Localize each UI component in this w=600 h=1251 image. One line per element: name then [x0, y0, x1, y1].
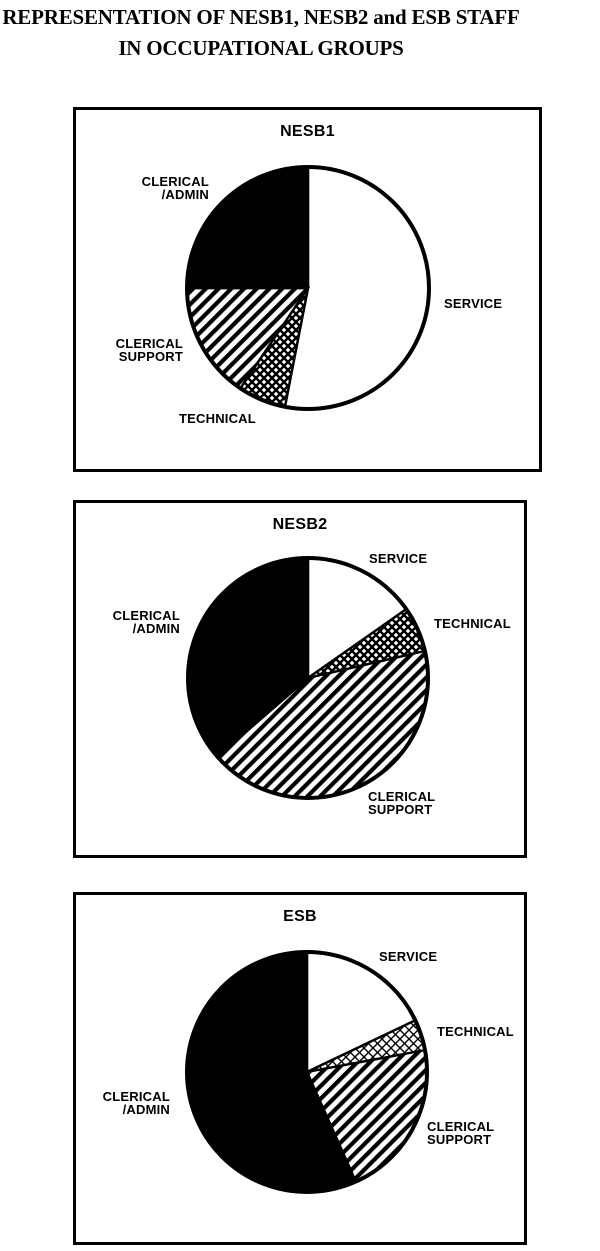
pie-label-technical: TECHNICAL — [434, 616, 511, 631]
chart-box-nesb1 — [73, 107, 542, 472]
chart-title-esb: ESB — [283, 908, 317, 925]
pie-label-technical: TECHNICAL — [437, 1024, 514, 1039]
chart-box-esb — [73, 892, 527, 1245]
pie-label-service: SERVICE — [379, 949, 438, 964]
page-title — [0, 2, 522, 64]
pie-label-clerical-support: CLERICAL SUPPORT — [427, 1119, 495, 1147]
chart-title-nesb1: NESB1 — [280, 123, 335, 140]
page-title-line1: REPRESENTATION OF NESB1, NESB2 and ESB STAFF — [2, 5, 520, 29]
chart-box-nesb2 — [73, 500, 527, 858]
page-title-line2: IN OCCUPATIONAL GROUPS — [118, 36, 404, 60]
pie-label-technical: TECHNICAL — [179, 411, 256, 426]
pie-chart-esb — [76, 895, 524, 1242]
pie-chart-nesb1 — [76, 110, 539, 469]
pie-label-service: SERVICE — [444, 296, 503, 311]
pie-label-service: SERVICE — [369, 551, 428, 566]
pie-chart-nesb2 — [76, 503, 524, 855]
pie-label-clerical-support: CLERICAL SUPPORT — [115, 336, 183, 364]
pie-label-clerical-admin: CLERICAL /ADMIN — [141, 174, 209, 202]
chart-title-nesb2: NESB2 — [272, 516, 328, 533]
pie-label-clerical-admin: CLERICAL /ADMIN — [102, 1089, 170, 1117]
pie-label-clerical-admin: CLERICAL /ADMIN — [112, 608, 180, 636]
pie-label-clerical-support: CLERICAL SUPPORT — [368, 789, 436, 817]
